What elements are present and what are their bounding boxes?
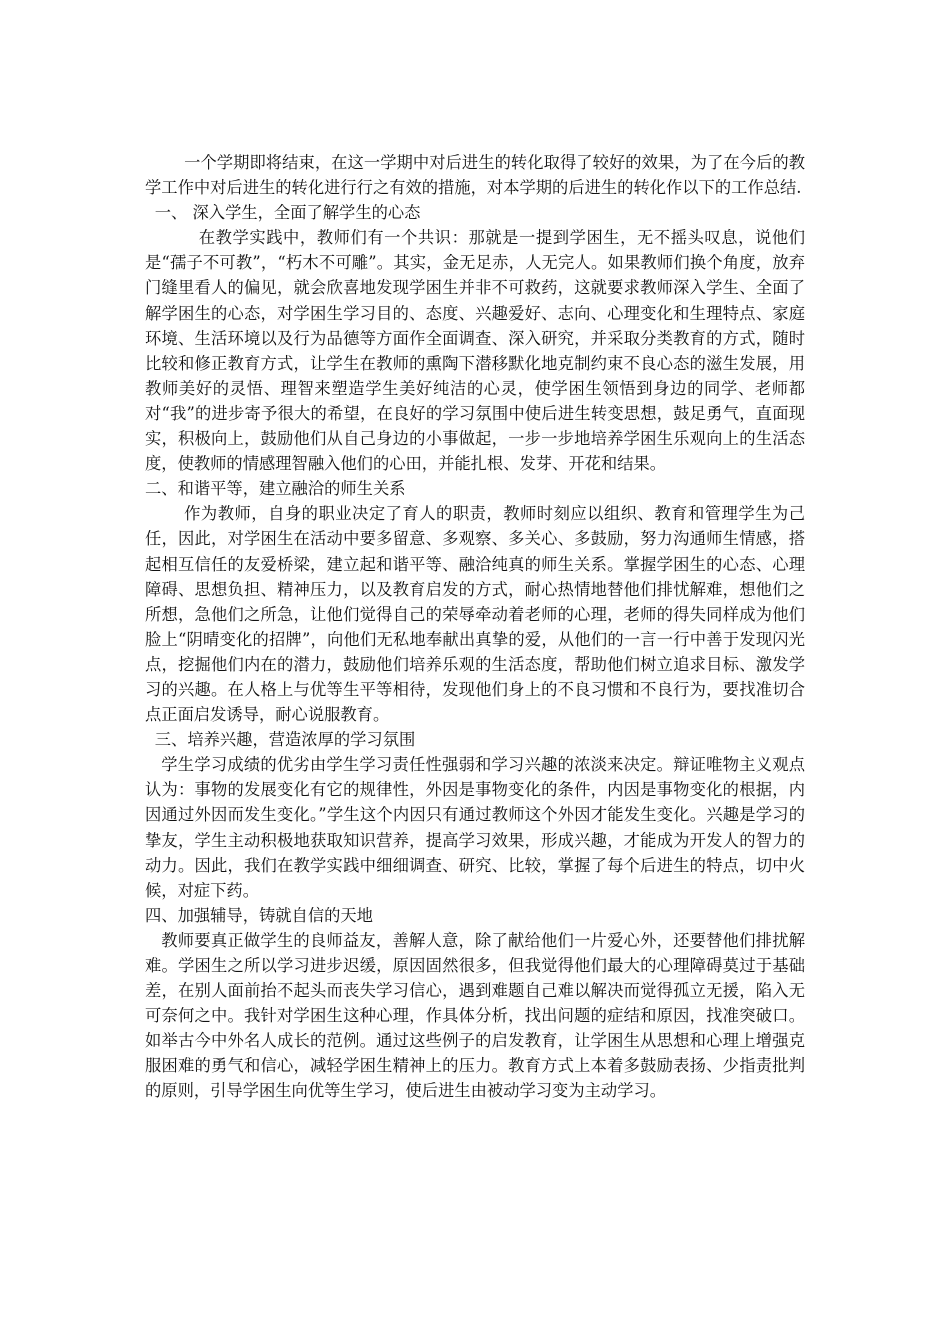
- section-heading-4: 四、加强辅导，铸就自信的天地: [145, 905, 373, 925]
- section-heading-2: 二、和谐平等，建立融洽的师生关系: [145, 479, 406, 499]
- section-body-4: 教师要真正做学生的良师益友，善解人意，除了献给他们一片爱心外，还要替他们排扰解难。学困生之所以学习进步迟缓，原因固然很多，但我觉得他们最大的心理障碍莫过于基础差，在别人面前抬不起头而丧失学习信心，遇到难题自己难以解决而觉得孤立无援，陷入无可奈何之中。我针对学困生这种心理，作具体分析，找出问题的症结和原因，找准突破口。如举古今中外名人成长的范例。通过这些例子的启发教育，让学困生从思想和心理上增强克服困难的勇气和信心，减轻学困生精神上的压力。教育方式上本着多鼓励表扬、少指责批判的原则，引导学困生向优等生学习，使后进生由被动学习变为主动学习。: [145, 930, 805, 1101]
- section-body-2: 作为教师，自身的职业决定了育人的职责，教师时刻应以组织、教育和管理学生为己任，因此，对学困生在活动中要多留意、多观察、多关心、多鼓励，努力沟通师生情感，搭起相互信任的友爱桥梁，建立起和谐平等、融洽纯真的师生关系。掌握学困生的心态、心理障碍、思想负担、精神压力，以及教育启发的方式，耐心热情地替他们排忧解难，想他们之所想，急他们之所急，让他们觉得自己的荣辱牵动着老师的心理，老师的得失同样成为他们脸上“阴晴变化的招牌”，向他们无私地奉献出真挚的爱，从他们的一言一行中善于发现闪光点，挖掘他们内在的潜力，鼓励他们培养乐观的生活态度，帮助他们树立追求目标、激发学习的兴趣。在人格上与优等生平等相待，发现他们身上的不良习惯和不良行为，要找准切合点正面启发诱导，耐心说服教育。: [145, 504, 805, 725]
- section-body-1: 在教学实践中，教师们有一个共识：那就是一提到学困生，无不摇头叹息，说他们是“孺子不可教”，“朽木不可雕”。其实，金无足赤，人无完人。如果教师们换个角度，放弃门缝里看人的偏见，就会欣喜地发现学困生并非不可救药，这就要求教师深入学生、全面了解学困生的心态，对学困生学习目的、态度、兴趣爱好、志向、心理变化和生理特点、家庭环境、生活环境以及行为品德等方面作全面调查、深入研究，并采取分类教育的方式，随时比较和修正教育方式，让学生在教师的熏陶下潜移默化地克制约束不良心态的滋生发展，用教师美好的灵悟、理智来塑造学生美好纯洁的心灵，使学困生领悟到身边的同学、老师都对“我”的进步寄予很大的希望，在良好的学习氛围中使后进生转变思想，鼓足勇气，直面现实，积极向上，鼓励他们从自己身边的小事做起，一步一步地培养学困生乐观向上的生活态度，使教师的情感理智融入他们的心田，并能扎根、发芽、开花和结果。: [145, 228, 805, 474]
- section-heading-3: 三、培养兴趣，营造浓厚的学习氛围: [154, 730, 416, 750]
- section-heading-1: 一、 深入学生，全面了解学生的心态: [154, 203, 421, 223]
- intro-paragraph: 一个学期即将结束，在这一学期中对后进生的转化取得了较好的效果，为了在今后的教学工作中对后进生的转化进行行之有效的措施，对本学期的后进生的转化作以下的工作总结.: [145, 153, 805, 198]
- document-page: [145, 150, 805, 1104]
- section-body-3: 学生学习成绩的优劣由学生学习责任性强弱和学习兴趣的浓淡来决定。辩证唯物主义观点认为：事物的发展变化有它的规律性，外因是事物变化的条件，内因是事物变化的根据，内因通过外因而发生变化。”学生这个内因只有通过教师这个外因才能发生变化。兴趣是学习的挚友，学生主动积极地获取知识营养，提高学习效果，形成兴趣，才能成为开发人的智力的动力。因此，我们在教学实践中细细调查、研究、比较，掌握了每个后进生的特点，切中火候，对症下药。: [145, 755, 805, 900]
